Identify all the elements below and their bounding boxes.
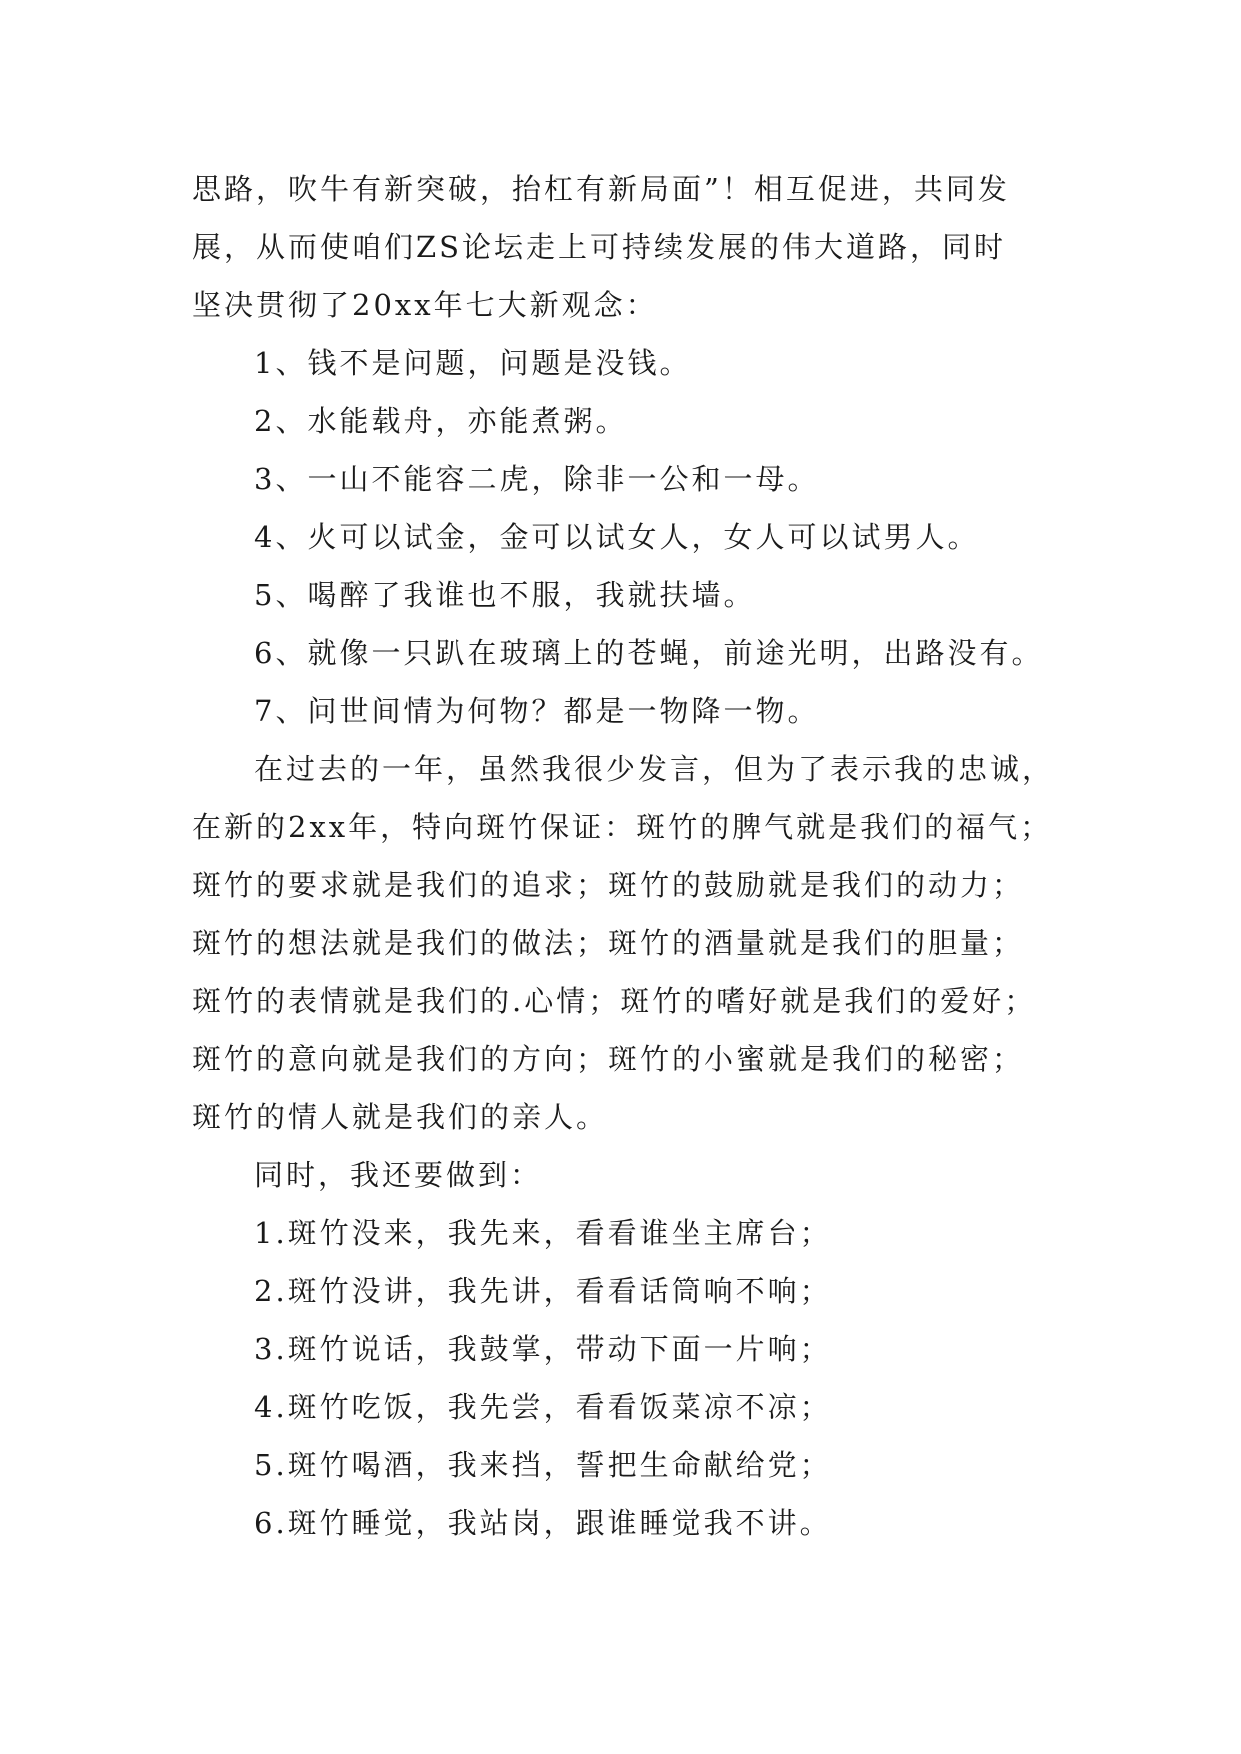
concept-item: 1、钱不是问题，问题是没钱。 (254, 346, 692, 380)
paragraph-line: 思路，吹牛有新突破，抬杠有新局面”！相互促进，共同发 (192, 172, 1010, 206)
paragraph-line: 在新的2xx年，特向斑竹保证：斑竹的脾气就是我们的福气； (192, 810, 1053, 844)
concept-item: 5、喝醉了我谁也不服，我就扶墙。 (254, 578, 756, 612)
concept-item: 7、问世间情为何物？都是一物降一物。 (254, 694, 820, 728)
document-body (192, 160, 1092, 1552)
promise-item: 3.斑竹说话，我鼓掌，带动下面一片响； (254, 1332, 832, 1366)
promise-item: 5.斑竹喝酒，我来挡，誓把生命献给党； (254, 1448, 832, 1482)
promise-item: 1.斑竹没来，我先来，看看谁坐主席台； (254, 1216, 832, 1250)
paragraph-line: 斑竹的意向就是我们的方向；斑竹的小蜜就是我们的秘密； (192, 1042, 1025, 1076)
promise-item: 2.斑竹没讲，我先讲，看看话筒响不响； (254, 1274, 832, 1308)
concept-item: 3、一山不能容二虎，除非一公和一母。 (254, 462, 820, 496)
paragraph-line: 同时，我还要做到： (254, 1158, 543, 1192)
paragraph-line: 斑竹的情人就是我们的亲人。 (192, 1100, 609, 1134)
concept-item: 2、水能载舟，亦能煮粥。 (254, 404, 628, 438)
paragraph-line: 斑竹的想法就是我们的做法；斑竹的酒量就是我们的胆量； (192, 926, 1025, 960)
paragraph-line: 在过去的一年，虽然我很少发言，但为了表示我的忠诚， (254, 752, 1055, 786)
paragraph-line: 斑竹的表情就是我们的.心情；斑竹的嗜好就是我们的爱好； (192, 984, 1037, 1018)
promise-item: 4.斑竹吃饭，我先尝，看看饭菜凉不凉； (254, 1390, 832, 1424)
promise-item: 6.斑竹睡觉，我站岗，跟谁睡觉我不讲。 (254, 1506, 832, 1540)
paragraph-line: 展，从而使咱们ZS论坛走上可持续发展的伟大道路，同时 (192, 230, 1007, 264)
concept-item: 4、火可以试金，金可以试女人，女人可以试男人。 (254, 520, 980, 554)
paragraph-line: 斑竹的要求就是我们的追求；斑竹的鼓励就是我们的动力； (192, 868, 1025, 902)
paragraph-line: 坚决贯彻了20xx年七大新观念： (192, 288, 658, 322)
concept-item: 6、就像一只趴在玻璃上的苍蝇，前途光明，出路没有。 (254, 636, 1044, 670)
